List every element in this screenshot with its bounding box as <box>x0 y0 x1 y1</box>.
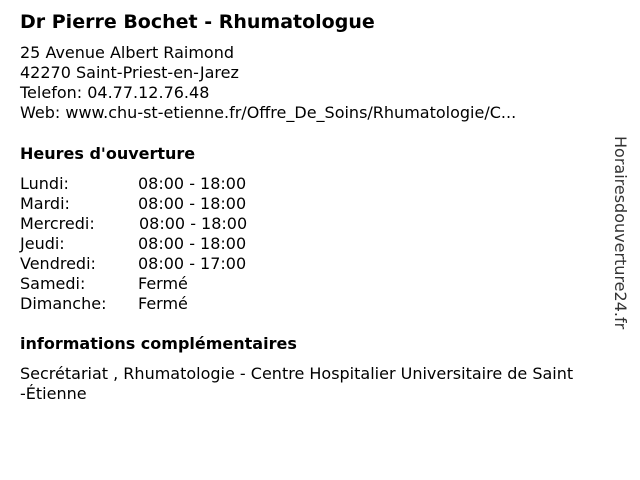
time-value: 08:00 - 17:00 <box>138 254 247 273</box>
day-label: Dimanche: <box>20 294 107 313</box>
info-text-line: Secrétariat , Rhumatologie - Centre Hospitalier Universitaire de Saint <box>20 364 574 383</box>
street-address: 25 Avenue Albert Raimond <box>20 43 234 62</box>
hours-row-thursday <box>20 234 280 254</box>
info-text <box>20 364 630 404</box>
hours-row-saturday <box>20 274 280 294</box>
day-label: Vendredi: <box>20 254 96 273</box>
time-value: Fermé <box>138 294 188 313</box>
phone-number: Telefon: 04.77.12.76.48 <box>20 83 210 102</box>
day-label: Lundi: <box>20 174 69 193</box>
page-title: Dr Pierre Bochet - Rhumatologue <box>20 11 375 33</box>
hours-row-monday <box>20 174 280 194</box>
hours-row-friday <box>20 254 280 274</box>
day-label: Jeudi: <box>20 234 65 253</box>
day-label: Mercredi: <box>20 214 95 233</box>
address-block <box>20 43 516 123</box>
site-watermark: Horairesdouverture24.fr <box>611 136 630 330</box>
day-label: Mardi: <box>20 194 70 213</box>
city-address: 42270 Saint-Priest-en-Jarez <box>20 63 239 82</box>
time-value: Fermé <box>138 274 188 293</box>
time-value: 08:00 - 18:00 <box>138 174 247 193</box>
opening-hours-table <box>20 174 280 314</box>
hours-row-tuesday <box>20 194 280 214</box>
time-value: 08:00 - 18:00 <box>138 234 247 253</box>
time-value: 08:00 - 18:00 <box>138 194 247 213</box>
hours-heading: Heures d'ouverture <box>20 144 196 163</box>
day-label: Samedi: <box>20 274 86 293</box>
hours-row-sunday <box>20 294 280 314</box>
hours-row-wednesday <box>20 214 280 234</box>
info-heading: informations complémentaires <box>20 334 297 353</box>
info-text-line: -Étienne <box>20 384 87 403</box>
website-url: Web: www.chu-st-etienne.fr/Offre_De_Soins/Rhumatologie/C... <box>20 103 517 122</box>
time-value: 08:00 - 18:00 <box>139 214 248 233</box>
